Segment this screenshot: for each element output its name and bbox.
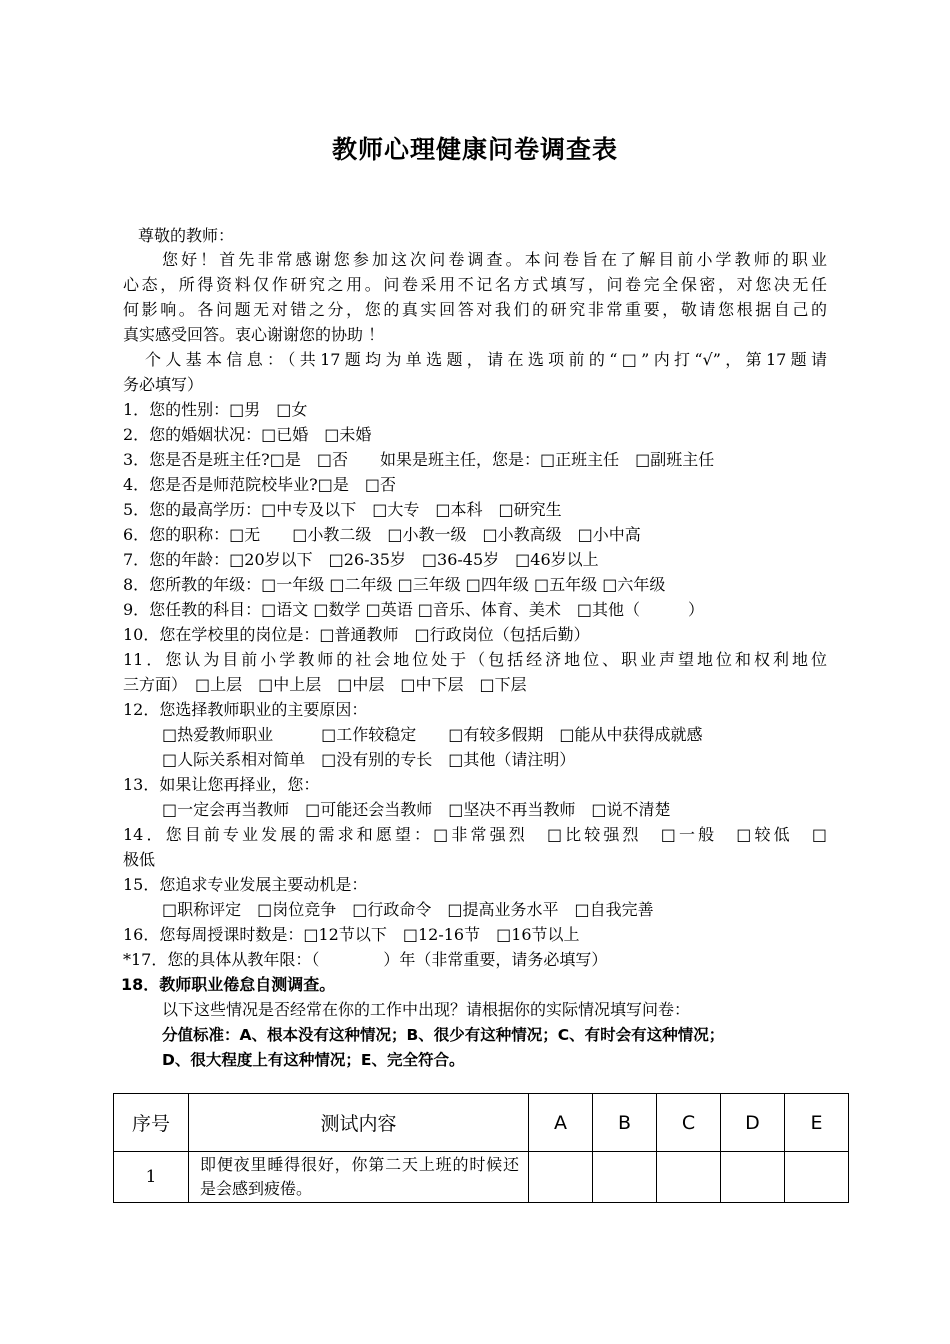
question-13: 13．如果让您再择业，您： [123, 775, 320, 794]
header-c: C [657, 1094, 721, 1152]
header-d: D [721, 1094, 785, 1152]
question-4: 4．您是否是师范院校毕业?□是 □否 [123, 475, 396, 494]
question-12: 12．您选择教师职业的主要原因： [123, 700, 368, 719]
question-7: 7．您的年龄：□20岁以下 □26-35岁 □36-45岁 □46岁以上 [123, 550, 599, 569]
question-12-options-2: □人际关系相对简单 □没有别的专长 □其他（请注明） [162, 750, 576, 769]
question-9: 9．您任教的科目：□语文 □数学 □英语 □音乐、体育、美术 □其他（ ） [123, 600, 705, 619]
question-14: 14．您目前专业发展的需求和愿望：□非常强烈 □比较强烈 □一般 □较低 □ [123, 825, 827, 844]
question-10: 10．您在学校里的岗位是：□普通教师 □行政岗位（包括后勤） [123, 625, 590, 644]
table-row [114, 1152, 849, 1203]
question-14-cont: 极低 [123, 850, 156, 869]
question-11-options: 三方面） □上层 □中上层 □中层 □中下层 □下层 [123, 675, 527, 694]
answer-cell-b[interactable] [593, 1152, 657, 1203]
scoring-standard-1: 分值标准：A、根本没有这种情况；B、很少有这种情况；C、有时会有这种情况； [162, 1026, 725, 1044]
greeting: 尊敬的教师： [138, 226, 235, 245]
intro-line-4: 真实感受回答。衷心谢谢您的协助 ！ [123, 325, 385, 344]
question-12-options-1: □热爱教师职业 □工作较稳定 □有较多假期 □能从中获得成就感 [162, 725, 703, 744]
question-3: 3．您是否是班主任?□是 □否 如果是班主任，您是：□正班主任 □副班主任 [123, 450, 715, 469]
info-line-1: 个人基本信息：（共17题均为单选题，请在选项前的“□”内打“√”，第17题请 [145, 350, 827, 369]
intro-line-3: 何影响。各问题无对错之分，您的真实回答对我们的研究非常重要，敬请您根据自己的 [123, 300, 827, 319]
answer-cell-d[interactable] [721, 1152, 785, 1203]
question-15: 15．您追求专业发展主要动机是： [123, 875, 368, 894]
header-content: 测试内容 [189, 1094, 529, 1152]
section-18-heading: 18．教师职业倦怠自测调查。 [121, 975, 336, 994]
question-1: 1．您的性别：□男 □女 [123, 400, 308, 419]
question-5: 5．您的最高学历：□中专及以下 □大专 □本科 □研究生 [123, 500, 562, 519]
question-11: 11．您认为目前小学教师的社会地位处于（包括经济地位、职业声望地位和权利地位 [123, 650, 827, 669]
row-content [189, 1152, 529, 1203]
answer-cell-a[interactable] [529, 1152, 593, 1203]
scoring-standard-2: D、很大程度上有这种情况；E、完全符合。 [162, 1051, 465, 1069]
section-18-prompt: 以下这些情况是否经常在你的工作中出现？请根据你的实际情况填写问卷： [162, 1000, 691, 1019]
info-line-2: 务必填写） [123, 375, 204, 394]
answer-cell-c[interactable] [657, 1152, 721, 1203]
burnout-table [113, 1093, 849, 1203]
question-15-options: □职称评定 □岗位竞争 □行政命令 □提高业务水平 □自我完善 [162, 900, 654, 919]
row-seq: 1 [114, 1152, 189, 1203]
question-8: 8．您所教的年级：□一年级 □二年级 □三年级 □四年级 □五年级 □六年级 [123, 575, 666, 594]
intro-line-1: 您好！首先非常感谢您参加这次问卷调查。本问卷旨在了解目前小学教师的职业 [162, 250, 827, 269]
question-6: 6．您的职称：□无 □小教二级 □小教一级 □小教高级 □小中高 [123, 525, 641, 544]
answer-cell-e[interactable] [785, 1152, 849, 1203]
header-seq: 序号 [114, 1094, 189, 1152]
row-content-text: 即便夜里睡得很好，你第二天上班的时候还是会感到疲倦。 [200, 1155, 519, 1198]
question-13-options: □一定会再当教师 □可能还会当教师 □坚决不再当教师 □说不清楚 [162, 800, 671, 819]
question-16: 16．您每周授课时数是：□12节以下 □12-16节 □16节以上 [123, 925, 580, 944]
intro-line-2: 心态，所得资料仅作研究之用。问卷采用不记名方式填写，问卷完全保密，对您决无任 [123, 275, 827, 294]
header-b: B [593, 1094, 657, 1152]
question-2: 2．您的婚姻状况：□已婚 □未婚 [123, 425, 372, 444]
table-header-row [114, 1094, 849, 1152]
header-a: A [529, 1094, 593, 1152]
page-title: 教师心理健康问卷调查表 [331, 135, 618, 164]
question-17: *17．您的具体从教年限：（ ）年（非常重要，请务必填写） [123, 950, 608, 969]
header-e: E [785, 1094, 849, 1152]
